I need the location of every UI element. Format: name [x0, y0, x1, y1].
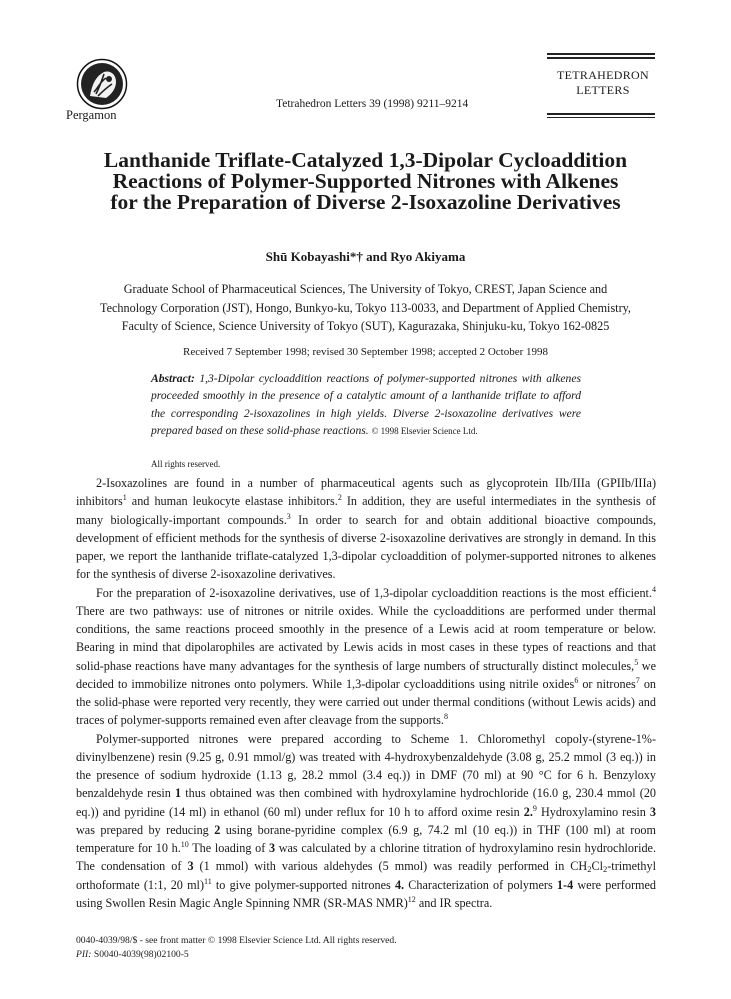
header-rule-bottom [547, 113, 655, 118]
text-run: (1 mmol) with various aldehydes (5 mmol) was readily performed in CH [193, 859, 588, 874]
citation-ref: 6 [574, 675, 579, 685]
text-run: on the solid-phase were reported very recently, they were carried out under thermal conditions (without Lewis acids) and traces of polymer-supports remained even after cleavage from the supports. [76, 676, 657, 728]
text-run: and human leukocyte elastase inhibitors. [126, 494, 338, 509]
citation-ref: 12 [407, 894, 416, 904]
affiliation-line-2: Technology Corporation (JST), Hongo, Bunkyo-ku, Tokyo 113-0033, and Department of Applied Chemistry, [100, 300, 631, 315]
text-run: was calculated by a chlorine titration of hydroxylamino resin hydrochloride. The condensation of [76, 841, 657, 874]
affiliation [76, 280, 655, 336]
citation-ref: 9 [532, 803, 537, 813]
subscript: 2 [587, 864, 592, 875]
journal-name-line2: LETTERS [576, 82, 630, 97]
affiliation-line-1: Graduate School of Pharmaceutical Sciences, The University of Tokyo, CREST, Japan Science and [123, 282, 608, 296]
citation-ref: 3 [286, 511, 291, 521]
text-run: and IR spectra. [415, 895, 493, 910]
pii-value: S0040-4039(98)02100-5 [93, 949, 189, 960]
text-run: Polymer-supported nitrones were prepared according to Scheme 1. Chloromethyl copoly-(styrene-1%-divinylbenzene) resin (9.25 g, 0.91 mmol/g) was treated with 4-hydroxybenzaldehyde (3.08 g, 25.2 mmol (3 eq.)) in the presence of sodium hydroxide (1.13 g, 28.2 mmol (3.4 eq.)) in DMF (70 ml) at 90 °C for 6 h. Benzyloxy benzaldehyde resin [76, 731, 656, 801]
article-body [76, 474, 656, 912]
authors: Shū Kobayashi*† and Ryo Akiyama [265, 249, 466, 264]
citation-ref: 4 [652, 584, 656, 594]
text-run: -trimethyl orthoformate (1:1, 20 ml) [76, 859, 656, 892]
text-run: were performed using Swollen Resin Magic Angle Spinning NMR (SR-MAS NMR) [76, 877, 657, 910]
journal-reference: Tetrahedron Letters 39 (1998) 9211–9214 [276, 98, 469, 110]
pii-label: PII: [76, 949, 92, 960]
text-run: or nitrones [578, 676, 636, 691]
header-rule-top [547, 53, 655, 59]
footer [76, 934, 397, 962]
text-run: In addition, they are useful intermediates in the synthesis of many biologically-important compounds. [76, 494, 656, 527]
text-run: thus obtained was then combined with hydroxylamine hydrochloride (16.0 g, 230.4 mmol (20 eq.)) and pyridine (14 ml) in ethanol (60 ml) under reflux for 10 h to afford oxime resin [76, 786, 657, 819]
footer-copyright: 0040-4039/98/$ - see front matter © 1998 Elsevier Science Ltd. All rights reserved. [76, 935, 397, 946]
title-line-3: for the Preparation of Diverse 2-Isoxazoline Derivatives [110, 190, 621, 214]
text-run: Hydroxylamino resin [536, 804, 650, 819]
text-run: For the preparation of 2-isoxazoline derivatives, use of 1,3-dipolar cycloaddition reactions is the most efficient. [96, 585, 652, 600]
abstract-text: 1,3-Dipolar cycloaddition reactions of polymer-supported nitrones with alkenes proceeded smoothly in the presence of a catalytic amount of a lanthanide triflate to afford the corresponding 2-isoxazolines in high yields. Diverse 2-isoxazoline derivatives were prepared based on these solid-phase reactions. [151, 372, 581, 438]
text-run: was prepared by reducing [76, 822, 215, 837]
citation-ref: 7 [635, 675, 640, 685]
text-run: Characterization of polymers [404, 877, 557, 892]
compound-number: 2 [214, 822, 221, 837]
text-run: The loading of [188, 841, 269, 855]
text-run: using borane-pyridine complex (6.9 g, 74.2 ml (10 eq.)) in THF (100 ml) at room temperature for 10 h. [76, 822, 656, 855]
title-line-2: Reactions of Polymer-Supported Nitrones with Alkenes [112, 169, 619, 193]
citation-ref: 2 [337, 493, 342, 503]
citation-ref: 10 [180, 840, 189, 849]
title-line-1: Lanthanide Triflate-Catalyzed 1,3-Dipolar Cycloaddition [103, 148, 628, 172]
citation-ref: 5 [634, 657, 639, 667]
footer-pii [76, 948, 397, 962]
compound-number: 2 [523, 804, 530, 819]
received-dates: Received 7 September 1998; revised 30 September 1998; accepted 2 October 1998 [182, 346, 549, 358]
journal-name-line1: TETRAHEDRON [557, 68, 649, 82]
text-run: Cl [591, 859, 603, 874]
abstract [151, 370, 581, 441]
compound-number: 4 [394, 877, 402, 892]
text-run: In order to search for and obtain additional bioactive compounds, development of efficient methods for the synthesis of diverse 2-isoxazoline derivatives are strongly in demand. In this paper, we report the lanthanide triflate-catalyzed 1,3-dipolar cycloaddition of polymer-supported nitrones to alkenes for the synthesis of diverse 2-isoxazoline derivatives. [76, 512, 657, 582]
compound-number: 3 [187, 859, 194, 874]
compound-number: 3 [649, 804, 656, 819]
text-run: we decided to immobilize nitrones onto polymers. While 1,3-dipolar cycloadditions using nitrile oxides [76, 658, 656, 691]
abstract-copyright: © 1998 Elsevier Science Ltd. [371, 426, 478, 437]
publisher-name: Pergamon [66, 108, 117, 122]
compound-number: 1 [175, 786, 182, 801]
rights-reserved: All rights reserved. [151, 459, 221, 469]
compound-number: 1-4 [556, 877, 574, 892]
body-paragraph-1 [76, 474, 656, 584]
compound-number: 3 [268, 841, 276, 855]
body-paragraph-3: Polymer-supported nitrones were prepared according to Scheme 1. Chloromethyl copoly-(styrene-1%-divinylbenzene) resin (9.25 g, 0.91 mmol/g) was treated with 4-hydroxybenzaldehyde (3.08 g, 25.2 mmol (3 eq.)) in the presence of sodium hydroxide (1.13 g, 28.2 mmol (3.4 eq.)) in DMF (70 ml) at 90 °C for 6 h. Benzyloxy benzaldehyde resin 1 thus obtained was then combined with hydroxylamine hydrochloride (16.0 g, 230.4 mmol (20 eq.)) and pyridine (14 ml) in ethanol (60 ml) under reflux for 10 h to afford oxime resin 2.$^9$ Hydroxylamino resin 3 was prepared by reducing 2 using borane-pyridine complex (6.9 g, 74.2 ml (10 eq.)) in THF (100 ml) at room temperature for 10 h.$^{10}$ The loading of 3 was calculated by a chlorine titration of hydroxylamino resin hydrochloride. The condensation of 3 (1 mmol) with various aldehydes (5 mmol) was readily performed in $CH_2Cl_2$-trimethyl orthoformate (1:1, 20 ml)$^{11}$ to give polymer-supported nitrones 4. Characterization of polymers 1-4 were performed using Swollen Resin Magic Angle Spinning NMR (SR-MAS NMR)$^{12}$ and IR spectra. [76, 731, 657, 910]
text-run: There are two pathways: use of nitrones or nitrile oxides. While the cycloadditions are performed under thermal conditions, the same reactions proceed smoothly in the presence of a Lewis acid at room temperature or below. Bearing in mind that dipolarophiles are activated by Lewis acids in most cases in these types of reactions and that solid-phase reactions have many advantages for the synthesis of large numbers of structurally distinct molecules, [76, 603, 656, 673]
text-run: to give polymer-supported nitrones [211, 877, 395, 892]
subscript: 2 [603, 864, 608, 875]
text-run: 2-Isoxazolines are found in a number of pharmaceutical agents such as glycoprotein IIb/IIIa (GPIIb/IIIa) inhibitors [76, 476, 656, 509]
citation-ref: 11 [204, 876, 212, 886]
article-title [60, 150, 671, 213]
abstract-label: Abstract: [151, 372, 195, 385]
journal-name [540, 68, 666, 97]
body-paragraph-2 [76, 584, 656, 730]
citation-ref: 1 [122, 493, 127, 503]
elsevier-tree-logo-icon [76, 58, 128, 110]
citation-ref: 8 [443, 712, 448, 722]
affiliation-line-3: Faculty of Science, Science University of Tokyo (SUT), Kagurazaka, Shinjuku-ku, Tokyo 162-0825 [121, 319, 610, 333]
